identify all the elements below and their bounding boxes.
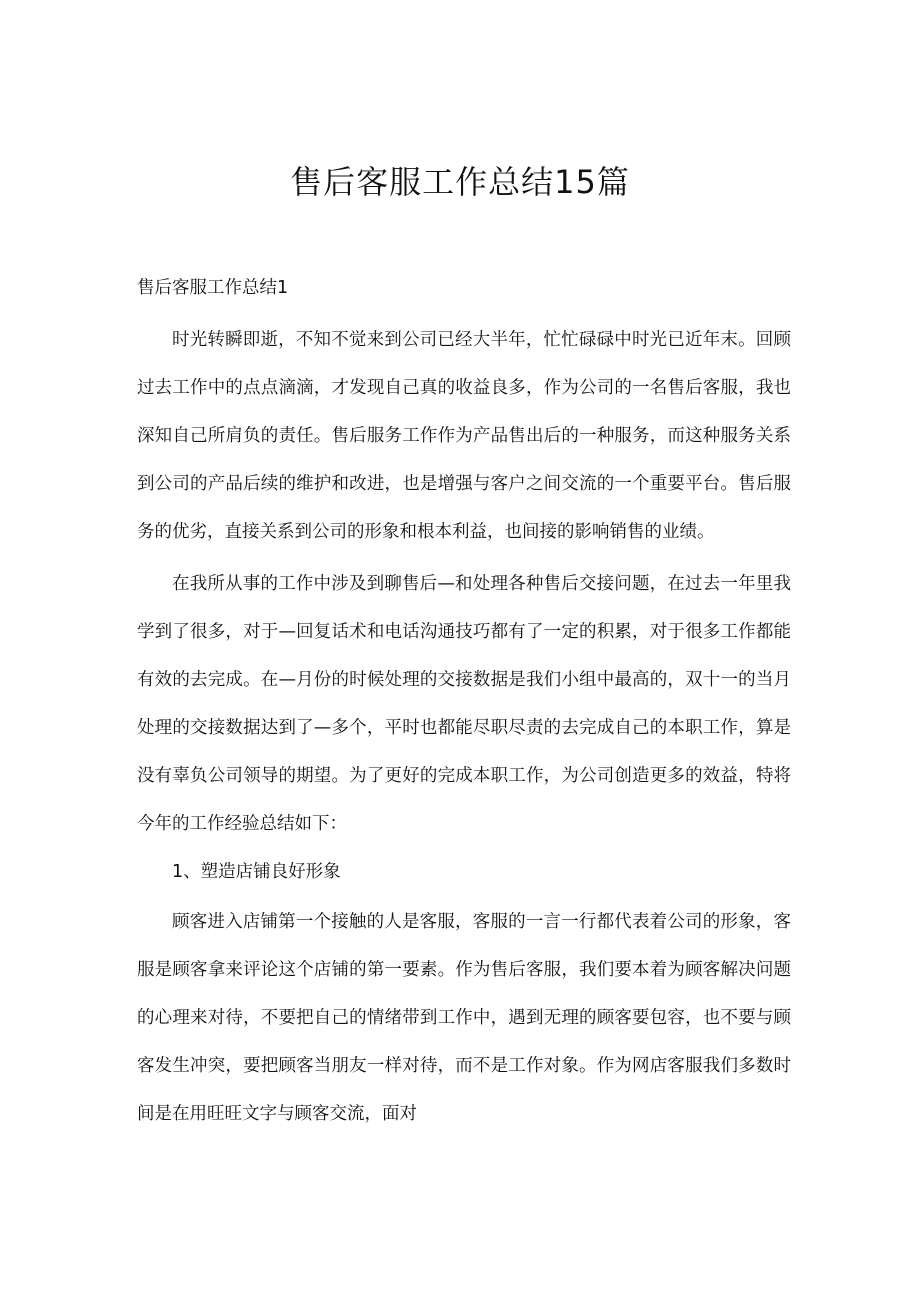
section-heading: 售后客服工作总结1: [137, 278, 289, 298]
subheading-1: 1、塑造店铺良好形象: [172, 862, 341, 882]
document-body: [137, 264, 791, 1138]
document-title: 售后客服工作总结15篇: [290, 163, 630, 201]
paragraph-3: 顾客进入店铺第一个接触的人是客服，客服的一言一行都代表着公司的形象，客服是顾客拿来评论这个店铺的第一要素。作为售后客服，我们要本着为顾客解决问题的心理来对待，不要把自己的情绪带到工作中，遇到无理的顾客要包容，也不要与顾客发生冲突，要把顾客当朋友一样对待，而不是工作对象。作为网店客服我们多数时间是在用旺旺文字与顾客交流，面对: [137, 912, 791, 1124]
paragraph-2: 在我所从事的工作中涉及到聊售后—和处理各种售后交接问题，在过去一年里我学到了很多，对于—回复话术和电话沟通技巧都有了一定的积累，对于很多工作都能有效的去完成。在—月份的时候处理的交接数据是我们小组中最高的，双十一的当月处理的交接数据达到了—多个，平时也都能尽职尽责的去完成自己的本职工作，算是没有辜负公司领导的期望。为了更好的完成本职工作，为公司创造更多的效益，特将今年的工作经验总结如下：: [137, 574, 791, 834]
paragraph-1: 时光转瞬即逝，不知不觉来到公司已经大半年，忙忙碌碌中时光已近年末。回顾过去工作中的点点滴滴，才发现自己真的收益良多，作为公司的一名售后客服，我也深知自己所肩负的责任。售后服务工作作为产品售出后的一种服务，而这种服务关系到公司的产品后续的维护和改进，也是增强与客户之间交流的一个重要平台。售后服务的优劣，直接关系到公司的形象和根本利益，也间接的影响销售的业绩。: [137, 330, 791, 542]
